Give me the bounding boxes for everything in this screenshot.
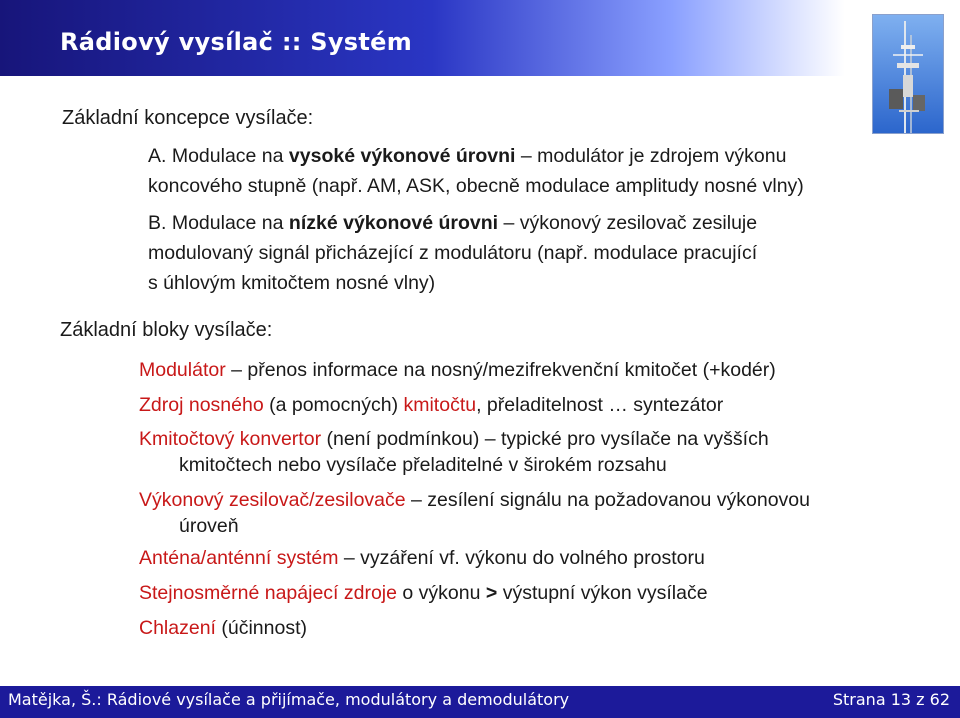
concept-heading: Základní koncepce vysílače: <box>62 107 314 129</box>
block-modulator: Modulátor – přenos informace na nosný/mezifrekvenční kmitočet (+kodér) <box>139 359 776 381</box>
antenna-mast-photo <box>872 14 944 134</box>
slide-title: Rádiový vysílač :: Systém <box>60 28 413 56</box>
block-power-amplifier: Výkonový zesilovač/zesilovače – zesílení signálu na požadovanou výkonovou úroveň <box>139 489 810 537</box>
block-power-supply: Stejnosměrné napájecí zdroje o výkonu > výstupní výkon vysílače <box>139 582 708 604</box>
title-bar <box>0 0 960 76</box>
page-number: Strana 13 z 62 <box>832 690 950 709</box>
footer-citation: Matějka, Š.: Rádiové vysílače a přijímače, modulátory a demodulátory <box>8 690 570 709</box>
blocks-heading: Základní bloky vysílače: <box>60 319 273 341</box>
block-frequency-converter: Kmitočtový konvertor (není podmínkou) – typické pro vysílače na vyšších kmitočtech nebo vysílače přeladitelné v širokém rozsahu <box>139 428 769 476</box>
concept-item-b: B. Modulace na nízké výkonové úrovni – výkonový zesilovač zesiluje modulovaný signál přicházející z modulátoru (např. modulace pracující s úhlovým kmitočtem nosné vlny) <box>148 212 758 294</box>
concept-item-a: A. Modulace na vysoké výkonové úrovni – modulátor je zdrojem výkonu koncového stupně (např. AM, ASK, obecně modulace amplitudy nosné vlny) <box>148 145 804 197</box>
block-carrier-source: Zdroj nosného (a pomocných) kmitočtu, přeladitelnost … syntezátor <box>139 394 724 416</box>
block-antenna: Anténa/anténní systém – vyzáření vf. výkonu do volného prostoru <box>139 547 705 569</box>
block-cooling: Chlazení (účinnost) <box>139 617 308 639</box>
footer-bar <box>0 686 960 718</box>
